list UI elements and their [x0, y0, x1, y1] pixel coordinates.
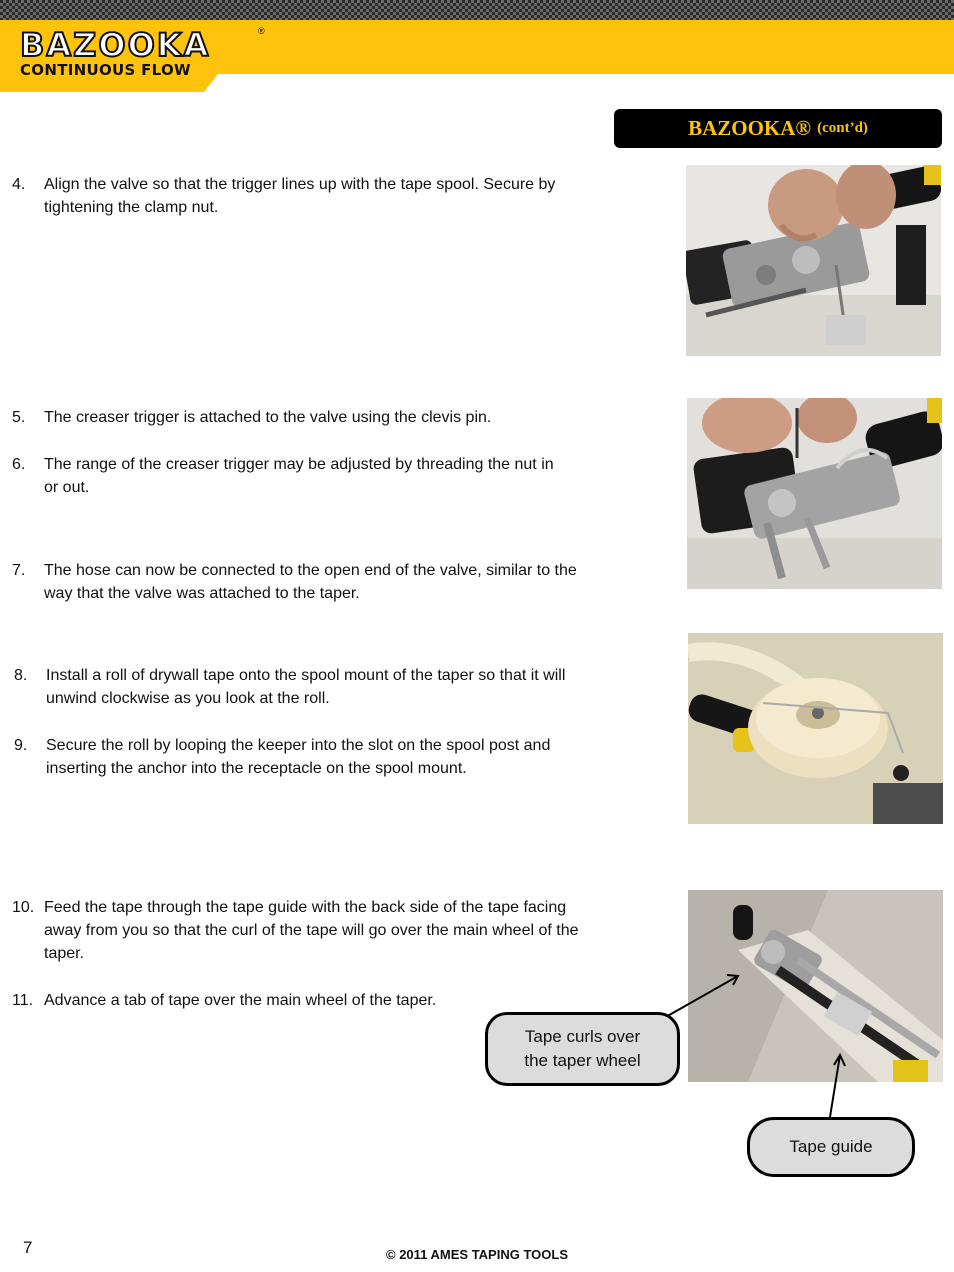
bazooka-logo: BAZOOKA: [20, 26, 211, 64]
step-number: 9.: [14, 737, 28, 754]
step-number: 8.: [14, 667, 28, 684]
step-text: The hose can now be connected to the open end of the valve, similar to the way that the valve was attached to the taper.: [44, 562, 577, 602]
step-text: Advance a tab of tape over the main wheel of the taper.: [44, 992, 437, 1009]
callout-tape-guide-text: Tape guide: [789, 1137, 873, 1156]
logo-subtitle: CONTINUOUS FLOW: [20, 61, 191, 79]
step-text: Align the valve so that the trigger lines up with the tape spool. Secure by tightening the clamp nut.: [44, 176, 556, 216]
step-number: 4.: [12, 176, 26, 193]
step-number: 11.: [12, 992, 34, 1009]
step-number: 6.: [12, 456, 26, 473]
step-text: Install a roll of drywall tape onto the spool mount of the taper so that it will unwind clockwise as you look at the roll.: [46, 667, 566, 707]
step-text: Feed the tape through the tape guide with the back side of the tape facing away from you so that the curl of the tape will go over the main wheel of the taper.: [44, 899, 579, 962]
step-number: 7.: [12, 562, 26, 579]
callout-tape-curl-line1: Tape curls over: [524, 1027, 641, 1046]
step-text: The range of the creaser trigger may be adjusted by threading the nut in or out.: [44, 456, 554, 496]
step-text: Secure the roll by looping the keeper into the slot on the spool post and inserting the anchor into the receptacle on the spool mount.: [46, 737, 551, 777]
step-number: 10.: [12, 899, 35, 916]
step-number: 5.: [12, 409, 26, 426]
footer-copyright: © 2011 AMES TAPING TOOLS: [386, 1247, 568, 1262]
step-text: The creaser trigger is attached to the valve using the clevis pin.: [44, 409, 492, 426]
callout-tape-guide: [747, 1117, 915, 1177]
page-number: 7: [23, 1238, 33, 1257]
section-subtitle: (cont’d): [817, 120, 868, 136]
logo-registered-mark: ®: [258, 26, 265, 36]
callout-tape-curl-line2: the taper wheel: [524, 1051, 641, 1070]
callout-tape-curl: [485, 1012, 680, 1086]
section-title: BAZOOKA®: [688, 116, 812, 140]
